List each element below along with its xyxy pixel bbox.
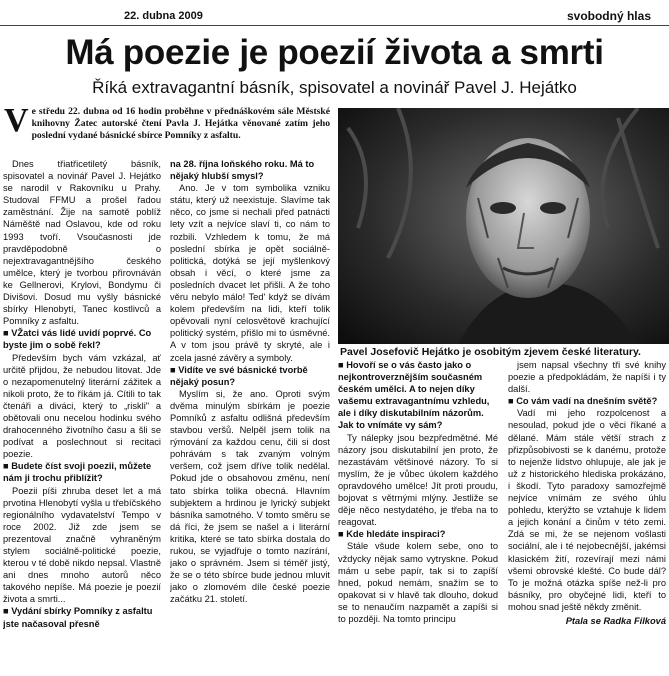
page-header	[0, 5, 669, 26]
question-heading: ■ Budete číst svoji poezii, můžete nám ji trochu přiblížit?	[3, 461, 152, 484]
question-heading: ■ Vydání sbírky Pomníky z asfaltu jste načasoval přesně	[3, 606, 153, 629]
paragraph: Myslím si, že ano. Oproti svým dvěma minulým sbírkám je poezie Pomníků z asfaltu odlišná především stavbou veršů. Nelpěl jsem tolik na rýmování za každou cenu, čili si dost pohrávám s tak zvaným volným veršem, což jsem dříve tolik nedělal. Pokud jde o obsahovou změnu, není tato sbírka tolika obecná. Hlavním subjektem a hrdinou je lyrický subjekt básníka samotného. V tomto směru se dá říci, že jsem se našel a i literární kritika, které se tato sbírka dostala do rukou, se vyjadřuje o tomto nazírání, jako o správném. Jsem si téměř jistý, že se o této sbírce bude jednou mluvit jako o zlomovém díle české poezie začátku 21. století.	[170, 388, 330, 605]
portrait-photo	[338, 108, 669, 344]
paragraph: Ty nálepky jsou bezpředmětné. Mé názory jsou diskutabilní jen proto, že nezastávám většinové názory. To si myslím, že je vůbec úkolem každého opravdového umělce! Jít proti proudu, bojovat s větrnými mlýny. Jestliže se děje něco nestydatého, je třeba na to reagovat.	[338, 432, 498, 528]
question-heading: ■ Kde hledáte inspiraci?	[338, 529, 446, 540]
question-heading: ■ Hovoří se o vás často jako o nejkontroverznějším současném českém umělci. A to nejen díky vašemu extravagantnímu vzhledu, ale i díky diskutabilním názorům. Jak to vnímáte vy sám?	[338, 360, 490, 431]
question-heading: ■ VŽatci vás lidé uvidí poprvé. Co byste jim o sobě řekl?	[3, 328, 152, 351]
text-column-1	[3, 158, 161, 673]
paragraph: Poezii píši zhruba deset let a má prvotina Hlenobytí vyšla u třebíčského regionálního vydavatelství Tempo v roce 2002. Již zde jsem se prezentoval značně vyhraněným stylem sociálně-politické poezie, kterou v té době nikdo nepsal. Vlastně ani dnes mnoho autorů něco takového nepíše. Má poezie je poezií života a smrti...	[3, 485, 161, 605]
question-heading: ■ Vidíte ve své básnické tvorbě nějaký posun?	[170, 364, 308, 387]
newspaper-brand: svobodný hlas	[566, 9, 651, 23]
drop-cap: V	[4, 102, 29, 139]
article-author: Ptala se Radka Filková	[565, 615, 666, 626]
article-title: Má poezie je poezií života a smrti	[65, 33, 604, 72]
text-column-2	[170, 158, 330, 673]
question-heading: ■ Co vám vadí na dnešním světě?	[508, 396, 658, 407]
paragraph: Především bych vám vzkázal, ať určitě přijdou, že nebudou litovat. Jde o nezapomenutelný literární zážitek a nikoli proto, že to říkám já. Cítili to tak čtenáři a diváci, který to „riskli" a obětovali onu necelou hodinku svého drahocenného životního času a šli se podívat a poslechnout si recitaci poezie.	[3, 352, 161, 460]
paragraph: Dnes třiatřicetiletý básník, spisovatel a novinář Pavel J. Hejátko se narodil v Rakovníku u Prahy. Studoval FFMU a prošel řadou zaměstnání. Žije na samotě poblíž Náměště nad Oslavou, kde od roku 1993 tvoří. Vsoučasnosti jde pravděpodobně o nejextravagantnějšího českého umělce, který je tvorbou přirovnáván ke Gellnerovi, Krylovi, Bondymu či Divišovi. Dosud mu vyšly básnické sbírky Hlenobytí, Tanec kostlivců a Pomníky z asfaltu.	[3, 159, 161, 327]
portrait-image	[338, 108, 669, 344]
paragraph: Vadí mi jeho rozpolcenost a nesoulad, pokud jde o věci říkané a dělané. Mám stále větší strach z přizpůsobivosti se k danému, protože to nejenže lidstvo ohlupuje, ale jak je už z historického hlediska prokázáno, i škodí. Tyto paradoxy samozřejmě nejvíce vnímám ze svého úhlu pohledu, kterýžto se vztahuje k lidem a jejich konání a činům v této zemi. Zdá se mi, že se nejenom vošlasti sociální, ale i té nejobecnější, jakémsi klasickém žití, rozevírají mezi námi všemi obrovské klešté. Co bude dál? To je možná otázka spíše než-li pro básníky, pro obyčejné lidi, kteří to mohou snad ještě někdy změnit.	[508, 408, 666, 612]
paragraph: Ano. Je v tom symbolika vzniku státu, který už neexistuje. Slavíme tak něco, co jsme si nechali před patnácti lety vzít a nejvíce slaví ti, co nám to rozbili. Vzhledem k tomu, že má poslední sbírka je opět sociálně-politická, dotýká se její myšlenkový obsah i věcí, o které jsme za posledních dvacet let přišli. A že toho věru nebylo málo! Ted' když se dívám kolem především na lidi, kteří tolik opěvovali nyní celosvětově krachující politický systém, přišlo mi to úsměvné. A v tom jsou právě ty skryté, ale i zcela jasné závěry a symboly.	[170, 183, 330, 363]
paragraph: Stále všude kolem sebe, ono to vždycky nějak samo vytryskne. Pokud mám u sebe papír, tak si to zapíší hned, pokud nemám, snažím se to opakovat si v hlavě tak dlouho, dokud se to nenaučím nazpamět a zapíši si to později. Na tomto principu	[338, 541, 498, 624]
photo-caption: Pavel Josefovič Hejátko je osobitým zjevem české literatury.	[340, 346, 641, 358]
lead-text: e středu 22. dubna od 16 hodin proběhne v přednáškovém sále Městské knihovny Žatec autorské čtení Pavla J. Hejátka věnované zatím jeho poslední vydané básnické sbírce Pomníky z asfaltu.	[31, 106, 330, 142]
text-column-4	[508, 359, 666, 673]
issue-date: 22. dubna 2009	[124, 10, 203, 22]
article-subtitle: Říká extravagantní básník, spisovatel a novinář Pavel J. Hejátko	[92, 78, 577, 97]
text-column-3	[338, 359, 498, 673]
paragraph: jsem napsal všechny tři své knihy poezie a předpokládám, že napíši i ty další.	[508, 360, 666, 395]
question-heading: na 28. října loňského roku. Má to nějaký hlubší smysl?	[170, 159, 315, 182]
article-lead	[4, 102, 330, 158]
